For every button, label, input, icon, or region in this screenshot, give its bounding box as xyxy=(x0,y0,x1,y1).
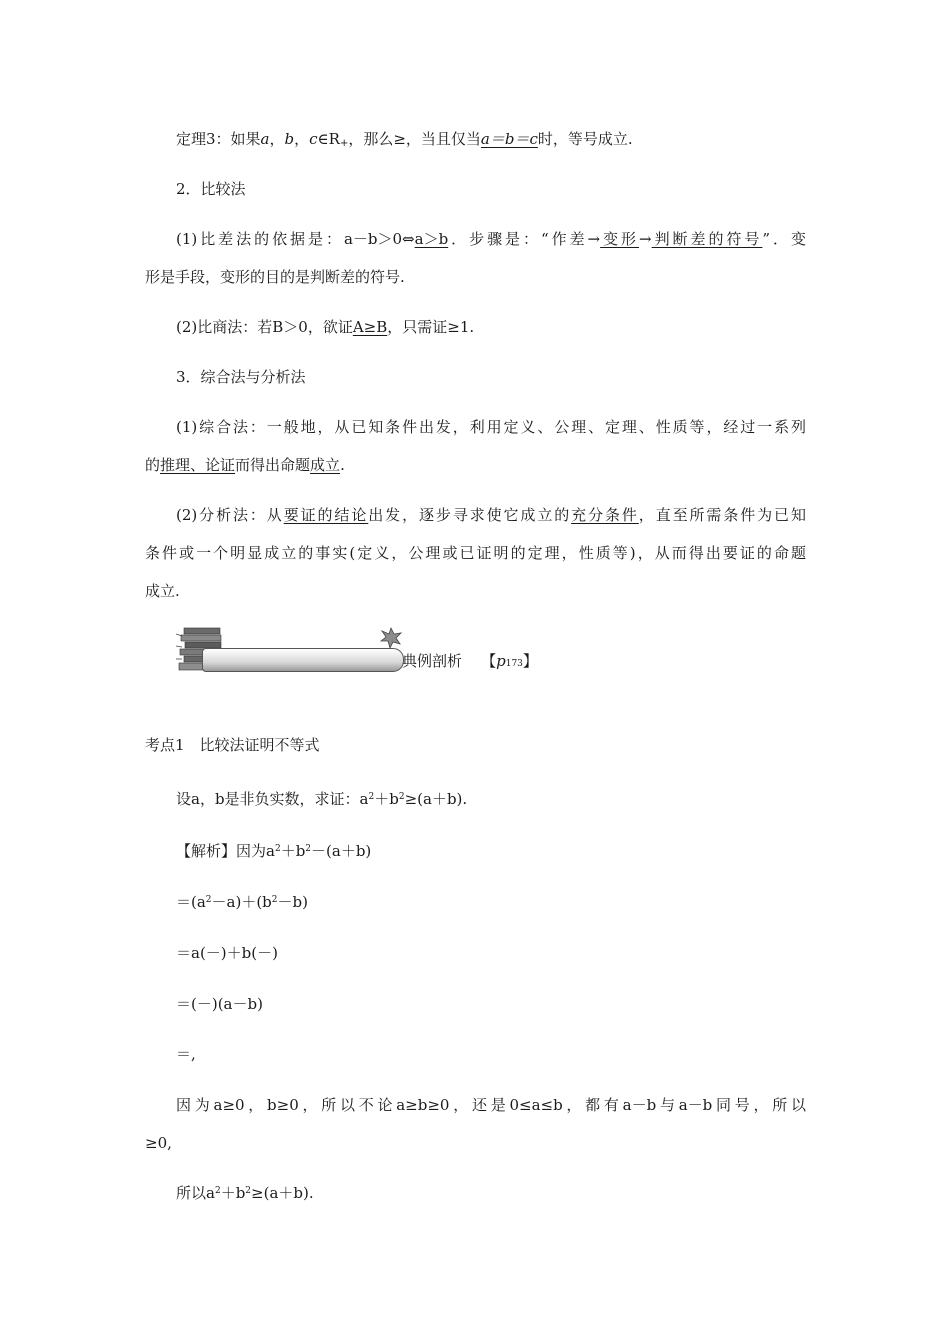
solution-step-3: ＝a(－)＋b(－) xyxy=(176,944,278,962)
page-reference: 【p173】 xyxy=(481,652,538,670)
analysis-line-2: 条件或一个明显成立的事实(定义，公理或已证明的定理，性质等)，从而得出要证的命题 xyxy=(145,544,806,562)
synthesis-line-2: 的推理、论证而得出命题成立. xyxy=(145,456,345,474)
blank-a-ge-b: A≥B xyxy=(352,318,388,336)
blank-reasoning: 推理、论证 xyxy=(160,456,236,474)
blank-a-gt-b: a＞b xyxy=(414,230,449,248)
solution-step-2: $=(a^2-a)+(b^2-b)$ xyxy=(176,893,308,911)
quot-method-line: (2)比商法：若B＞0，欲证A≥B，只需证≥1. xyxy=(176,318,475,336)
analysis-line-1: (2)分析法：从要证的结论出发，逐步寻求使它成立的充分条件，直至所需条件为已知 xyxy=(176,506,806,524)
theorem3-line: 定理3：如果a，b，$c\in R_+$，那么≥，当且仅当a＝b＝c时，等号成立. xyxy=(176,130,633,149)
blank-sufficient: 充分条件 xyxy=(571,506,639,524)
section-2-heading: 2．比较法 xyxy=(176,180,246,198)
solution-step-5: ＝, xyxy=(176,1045,196,1063)
blank-transform: 变形 xyxy=(600,230,640,248)
solution-step-1: 【解析】因为$a^2+b^2-(a+b)$ xyxy=(176,842,372,860)
problem-statement: 设a，b是非负实数，求证：$a^2+b^2\ge(a+b)$. xyxy=(176,790,468,808)
var-a: a xyxy=(260,130,270,148)
solution-step-6: 因为a≥0，b≥0，所以不论a≥b≥0，还是0≤a≤b，都有a－b与a－b同号，所以 xyxy=(176,1096,806,1114)
synthesis-line-1: (1)综合法：一般地，从已知条件出发，利用定义、公理、定理、性质等，经过一系列 xyxy=(176,418,806,436)
blank-judge-sign: 判断差的符号 xyxy=(651,230,763,248)
leaf-icon xyxy=(378,626,404,650)
var-c: c xyxy=(309,130,318,148)
section-banner xyxy=(176,622,556,678)
blank-holds: 成立 xyxy=(310,456,341,474)
analysis-line-3: 成立. xyxy=(145,582,180,600)
solution-step-7: ≥0, xyxy=(145,1134,172,1152)
section-3-heading: 3．综合法与分析法 xyxy=(176,368,306,386)
banner-title: 典例剖析 【p173】 xyxy=(402,652,538,670)
diff-method-line-2: 形是手段，变形的目的是判断差的符号. xyxy=(145,268,405,286)
solution-step-4: ＝(－)(a－b) xyxy=(176,995,263,1013)
blank-conclusion: 要证的结论 xyxy=(283,506,369,524)
point-1-heading: 考点1 比较法证明不等式 xyxy=(145,736,320,754)
var-b: b xyxy=(284,130,295,148)
solution-conclusion: 所以$a^2+b^2\ge(a+b)$. xyxy=(176,1184,314,1202)
banner-bar xyxy=(202,648,404,672)
diff-method-line-1: (1)比差法的依据是：a－b＞0⇔a＞b．步骤是：“作差→变形→判断差的符号”．变 xyxy=(176,230,806,248)
equality-condition: a＝b＝c xyxy=(480,130,538,148)
